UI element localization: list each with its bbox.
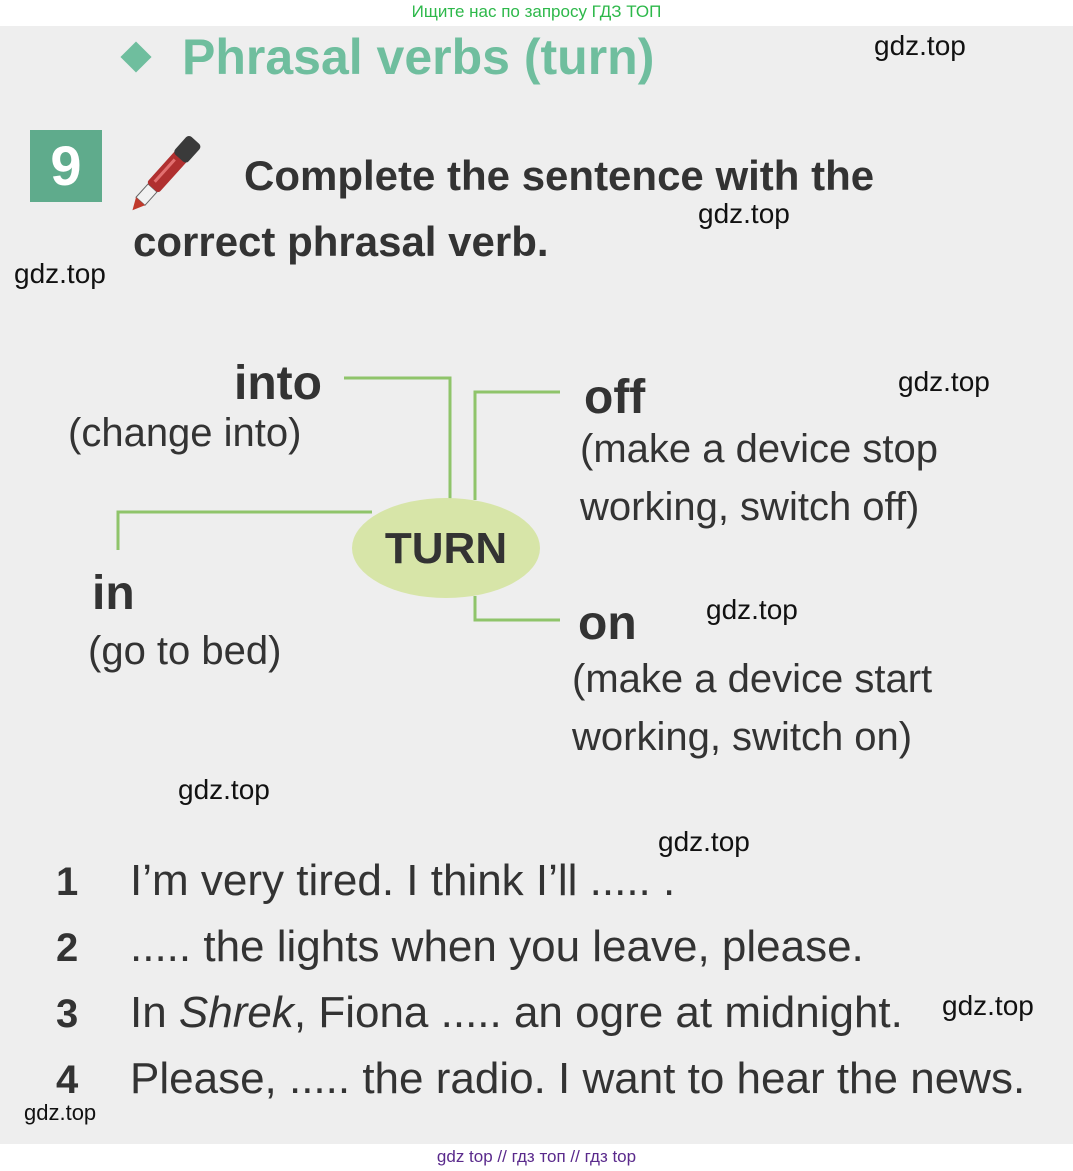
verb-off: off xyxy=(584,371,646,424)
desc-on-line1: (make a device start xyxy=(572,657,933,701)
desc-off-line2: working, switch off) xyxy=(580,485,920,529)
verb-on: on xyxy=(578,597,637,650)
sentence-number-4: 4 xyxy=(56,1058,79,1102)
sentence-3-before: In xyxy=(130,988,179,1037)
watermark: gdz.top xyxy=(898,366,990,397)
top-banner[interactable]: Ищите нас по запросу ГДЗ ТОП xyxy=(411,2,662,21)
verb-in: in xyxy=(92,567,135,620)
connector-off xyxy=(475,392,560,500)
watermark: gdz.top xyxy=(178,774,270,805)
sentence-number-2: 2 xyxy=(56,926,79,970)
verb-into: into xyxy=(234,357,322,410)
sentence-4 xyxy=(130,1054,1025,1104)
sentence-2-text: ..... the lights when you leave, please. xyxy=(130,922,864,971)
sentence-3-after: , Fiona ..... an ogre at midnight. xyxy=(293,988,903,1037)
desc-in: (go to bed) xyxy=(88,629,282,673)
sentence-1-text: I’m very tired. I think I’ll ..... . xyxy=(130,856,676,905)
watermark: gdz.top xyxy=(706,594,798,625)
turn-label: TURN xyxy=(384,524,508,573)
watermark: gdz.top xyxy=(698,198,790,229)
section-title: Phrasal verbs (turn) xyxy=(182,29,655,85)
sentence-number-1: 1 xyxy=(56,860,79,904)
watermark: gdz.top xyxy=(14,258,106,289)
connector-in xyxy=(118,512,372,550)
instruction-line-1: Complete the sentence with the xyxy=(244,152,875,199)
instruction-line-2: correct phrasal verb. xyxy=(133,218,549,265)
watermark: gdz.top xyxy=(658,826,750,857)
bottom-banner[interactable]: gdz top // гдз топ // гдз top xyxy=(436,1147,637,1166)
connector-on xyxy=(475,596,560,620)
sentence-number-3: 3 xyxy=(56,992,79,1036)
sentence-2 xyxy=(130,922,864,972)
sentence-3 xyxy=(130,988,903,1038)
sentence-3-italic: Shrek xyxy=(178,988,294,1037)
watermark: gdz.top xyxy=(942,990,1034,1021)
desc-off-line1: (make a device stop xyxy=(580,427,938,471)
watermark: gdz.top xyxy=(874,30,966,61)
sentence-1 xyxy=(130,856,675,906)
connector-into xyxy=(344,378,450,512)
desc-into: (change into) xyxy=(68,411,302,455)
watermark: gdz.top xyxy=(24,1100,97,1125)
desc-on-line2: working, switch on) xyxy=(572,715,913,759)
sentence-4-text: Please, ..... the radio. I want to hear the news. xyxy=(130,1054,1026,1103)
exercise-number: 9 xyxy=(30,130,102,202)
